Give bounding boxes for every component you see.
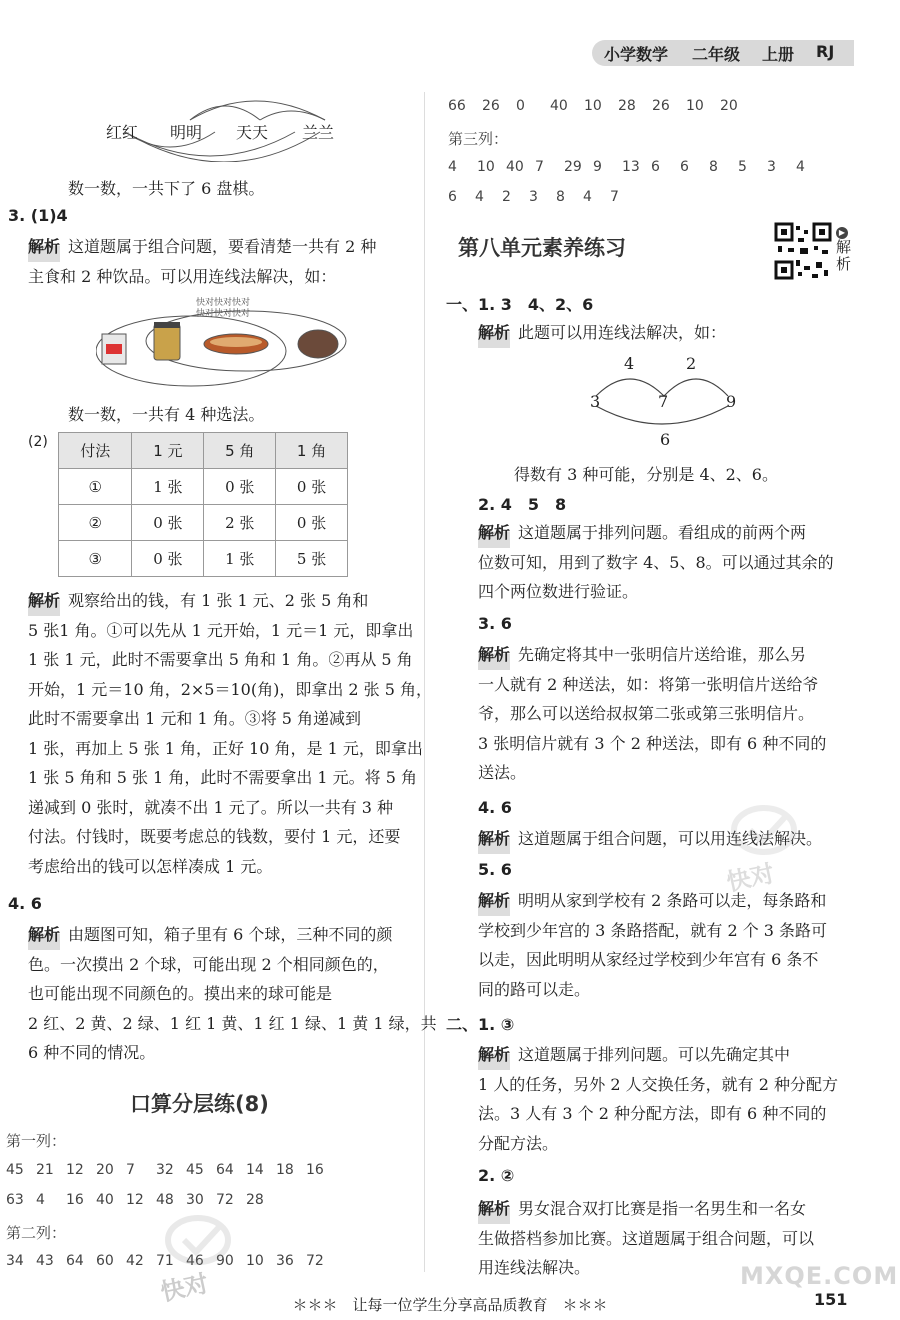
analysis-line: 用连线法解决。 [478, 1258, 591, 1277]
table-row [59, 541, 348, 577]
oral-practice-title [130, 1088, 269, 1118]
analysis-line: 送法。 [478, 763, 527, 782]
table-cell: 0 张 [204, 469, 276, 505]
fig2-label [196, 298, 250, 320]
analysis-tag: 解析 [28, 232, 60, 262]
table-row [59, 469, 348, 505]
analysis-line: 6 种不同的情况。 [28, 1043, 156, 1062]
name-lan: 兰兰 [302, 123, 335, 142]
number-cell: 10 [584, 98, 602, 114]
number-cell: 2 [502, 189, 511, 205]
number-cell: 28 [246, 1192, 264, 1208]
header-grade: 二年级 [692, 45, 741, 64]
analysis-line: 付法。付钱时，既要考虑总的钱数，要付 1 元，还要 [28, 827, 401, 846]
q4r-label: 4. 6 [478, 798, 512, 817]
q5-analysis [478, 886, 827, 1004]
number-cell: 8 [556, 189, 565, 205]
qr-label [836, 222, 852, 273]
header-volume: 上册 [762, 45, 795, 64]
number-row [448, 189, 637, 205]
number-row [448, 98, 754, 114]
analysis-line: 2 红、2 黄、2 绿、1 红 1 黄、1 红 1 绿、1 黄 1 绿，共 [28, 1013, 437, 1033]
number-cell: 20 [96, 1162, 114, 1178]
number-row [448, 159, 825, 175]
analysis-line: 5 张1 角。①可以先从 1 元开始，1 元＝1 元，即拿出 [28, 620, 414, 640]
analysis-line: 递减到 0 张时，就凑不出 1 元了。所以一共有 3 种 [28, 797, 394, 817]
qr-code[interactable] [774, 222, 832, 280]
fig3-caption: 得数有 3 种可能，分别是 4、2、6。 [514, 465, 778, 484]
watermark-text: 快对 [724, 859, 777, 897]
number-cell: 26 [652, 98, 670, 114]
analysis-line: 位数可知，用到了数字 4、5、8。可以通过其余的 [478, 552, 834, 572]
analysis-tag: 解析 [28, 920, 60, 950]
analysis-line: 爷，那么可以送给叔叔第二张或第三张明信片。 [478, 704, 815, 723]
number-cell: 8 [709, 159, 718, 175]
analysis-line: 学校到少年宫的 3 条路搭配，就有 2 个 3 条路可 [478, 920, 828, 940]
analysis-line: 由题图可知，箱子里有 6 个球，三种不同的颜 [68, 925, 393, 944]
q3r-label: 3. 6 [478, 614, 512, 633]
analysis-line: 明明从家到学校有 2 条路可以走，每条路和 [518, 891, 827, 910]
fig3-right: 9 [726, 392, 737, 411]
table-header-row [59, 433, 348, 469]
number-cell: 26 [482, 98, 500, 114]
q2-label: 2. 4 5 8 [478, 495, 567, 514]
watermark-text: 快对 [158, 1269, 211, 1307]
analysis-tag: 解析 [478, 518, 510, 548]
table-cell: 0 张 [132, 505, 204, 541]
number-cell: 45 [6, 1162, 24, 1178]
analysis-tag: 解析 [478, 824, 510, 854]
analysis-tag: 解析 [478, 318, 510, 348]
table-cell: ① [59, 469, 132, 505]
col3-label: 第三列： [448, 130, 509, 148]
payment-table [58, 432, 348, 577]
unit-title-text: 第八单元素养练习 [458, 236, 626, 260]
analysis-line: 1 人的任务，另外 2 人交换任务，就有 2 种分配方 [478, 1074, 838, 1094]
table-cell: 0 张 [276, 505, 348, 541]
header-subject: 小学数学 [604, 45, 669, 64]
number-cell: 9 [593, 159, 602, 175]
table-header: 1 元 [132, 433, 204, 469]
play-icon: ▶ [836, 227, 848, 239]
table-cell: 1 张 [132, 469, 204, 505]
number-cell: 66 [448, 98, 466, 114]
analysis-line: 3 张明信片就有 3 个 2 种送法，即有 6 种不同的 [478, 733, 827, 753]
analysis-line: 先确定将其中一张明信片送给谁，那么另 [518, 645, 807, 664]
q5-label: 5. 6 [478, 860, 512, 879]
analysis-line: 这道题属于组合问题，要看清楚一共有 2 种 [68, 237, 377, 256]
number-cell: 40 [96, 1192, 114, 1208]
number-cell: 43 [36, 1253, 54, 1269]
analysis-tag: 解析 [478, 640, 510, 670]
table-cell: ③ [59, 541, 132, 577]
number-cell: 6 [680, 159, 689, 175]
oral-practice-title-text: 口算分层练(8) [130, 1092, 269, 1116]
table-row [59, 505, 348, 541]
number-cell: 14 [246, 1162, 264, 1178]
analysis-line: 这道题属于排列问题。可以先确定其中 [518, 1045, 791, 1064]
analysis-tag: 解析 [478, 1040, 510, 1070]
number-cell: 13 [622, 159, 640, 175]
table-cell: 5 张 [276, 541, 348, 577]
number-cell: 7 [610, 189, 619, 205]
number-cell: 3 [767, 159, 776, 175]
number-cell: 72 [216, 1192, 234, 1208]
number-cell: 45 [186, 1162, 204, 1178]
number-cell: 64 [216, 1162, 234, 1178]
number-cell: 7 [126, 1162, 135, 1178]
number-cell: 30 [186, 1192, 204, 1208]
analysis-line: 此题可以用连线法解决，如： [518, 323, 727, 342]
number-cell: 4 [36, 1192, 45, 1208]
table-header: 1 角 [276, 433, 348, 469]
number-cell: 12 [126, 1192, 144, 1208]
number-cell: 46 [186, 1253, 204, 1269]
number-cell: 64 [66, 1253, 84, 1269]
number-cell: 20 [720, 98, 738, 114]
fig3-middle: 7 [658, 392, 669, 411]
unit-title [458, 232, 626, 262]
number-cell: 10 [477, 159, 495, 175]
q3-2-analysis [28, 586, 432, 881]
analysis-line: 1 张 1 元，此时不需要拿出 5 角和 1 角。②再从 5 角 [28, 650, 413, 669]
s1-q1-label: 一、1. 3 4、2、6 [446, 295, 594, 314]
q3-2-label: (2) [28, 434, 48, 450]
number-cell: 7 [535, 159, 544, 175]
s1-q1-analysis [478, 318, 726, 348]
number-cell: 21 [36, 1162, 54, 1178]
q4-analysis [28, 920, 437, 1068]
number-cell: 5 [738, 159, 747, 175]
name-tian: 天天 [236, 123, 269, 142]
number-cell: 71 [156, 1253, 174, 1269]
number-cell: 4 [583, 189, 592, 205]
analysis-line: 1 张 5 角和 5 张 1 角，此时不需要拿出 1 元。将 5 角 [28, 768, 418, 787]
number-cell: 40 [506, 159, 524, 175]
analysis-line: 开始，1 元＝10 角，2×5＝10(角)，即拿出 2 张 5 角， [28, 679, 433, 699]
number-row [6, 1162, 336, 1178]
number-cell: 16 [306, 1162, 324, 1178]
number-cell: 28 [618, 98, 636, 114]
col2-label: 第二列： [6, 1224, 67, 1242]
analysis-line: 1 张，再加上 5 张 1 角，正好 10 角，是 1 元，即拿出 [28, 738, 423, 758]
table-cell: 0 张 [132, 541, 204, 577]
number-cell: 10 [246, 1253, 264, 1269]
number-cell: 32 [156, 1162, 174, 1178]
s2-q1-label: 二、1. ③ [446, 1015, 515, 1034]
col1-label: 第一列： [6, 1132, 67, 1150]
q3r-analysis [478, 640, 826, 788]
number-cell: 36 [276, 1253, 294, 1269]
q3-analysis [28, 232, 376, 291]
q3-label: 3. (1)4 [8, 206, 68, 225]
number-cell: 6 [651, 159, 660, 175]
table-cell: 1 张 [204, 541, 276, 577]
analysis-line: 此时不需要拿出 1 元和 1 角。③将 5 角递减到 [28, 709, 362, 728]
analysis-line: 主食和 2 种饮品。可以用连线法解决，如： [28, 266, 337, 286]
analysis-line: 四个两位数进行验证。 [478, 582, 639, 601]
number-cell: 29 [564, 159, 582, 175]
number-cell: 10 [686, 98, 704, 114]
number-cell: 42 [126, 1253, 144, 1269]
number-cell: 48 [156, 1192, 174, 1208]
fig3-top-left: 4 [624, 354, 635, 373]
analysis-tag: 解析 [478, 1194, 510, 1224]
header-bar [592, 40, 854, 66]
number-cell: 60 [96, 1253, 114, 1269]
analysis-line: 观察给出的钱，有 1 张 1 元、2 张 5 角和 [68, 591, 369, 610]
number-cell: 0 [516, 98, 525, 114]
analysis-line: 考虑给出的钱可以怎样凑成 1 元。 [28, 856, 273, 876]
number-cell: 34 [6, 1253, 24, 1269]
analysis-line: 同的路可以走。 [478, 979, 591, 999]
analysis-line: 一人就有 2 种送法，如：将第一张明信片送给爷 [478, 674, 819, 694]
table-header: 5 角 [204, 433, 276, 469]
s2-q1-analysis [478, 1040, 838, 1158]
fig2-label-line: 快对快对快对 [196, 309, 251, 319]
analysis-line: 色。一次摸出 2 个球，可能出现 2 个相同颜色的， [28, 954, 389, 974]
analysis-tag: 解析 [28, 586, 60, 616]
number-cell: 16 [66, 1192, 84, 1208]
corner-watermark: MXQE.COM [740, 1262, 899, 1290]
analysis-line: 法。3 人有 3 个 2 种分配方法，即有 6 种不同的 [478, 1104, 827, 1123]
analysis-tag: 解析 [478, 886, 510, 916]
q4-label: 4. 6 [8, 894, 42, 913]
number-cell: 12 [66, 1162, 84, 1178]
s2-q2-label: 2. ② [478, 1166, 515, 1185]
analysis-line: 分配方法。 [478, 1133, 559, 1153]
number-cell: 63 [6, 1192, 24, 1208]
page-number: 151 [814, 1290, 848, 1309]
qr-label-text: 解析 [836, 238, 852, 273]
number-cell: 4 [475, 189, 484, 205]
fig3-top-right: 2 [686, 354, 697, 373]
table-cell: 0 张 [276, 469, 348, 505]
analysis-line: 也可能出现不同颜色的。摸出来的球可能是 [28, 984, 333, 1003]
number-cell: 3 [529, 189, 538, 205]
number-cell: 40 [550, 98, 568, 114]
analysis-line: 这道题属于排列问题。看组成的前两个两 [518, 523, 807, 542]
header-edition: RJ [816, 42, 835, 61]
table-cell: ② [59, 505, 132, 541]
fig3-bottom: 6 [660, 430, 671, 449]
footer-slogan: ＊＊＊ 让每一位学生分享高品质教育 ＊＊＊ [292, 1296, 608, 1314]
number-cell: 6 [448, 189, 457, 205]
analysis-line: 这道题属于组合问题，可以用连线法解决。 [518, 829, 823, 848]
analysis-line: 生做搭档参加比赛。这道题属于组合问题，可以 [478, 1228, 815, 1248]
fig1-caption: 数一数，一共下了 6 盘棋。 [68, 179, 265, 198]
q2-analysis [478, 518, 834, 607]
number-row [6, 1192, 276, 1208]
name-hong: 红红 [106, 123, 139, 142]
analysis-line: 以走，因此明明从家经过学校到少年宫有 6 条不 [478, 950, 819, 969]
table-header: 付法 [59, 433, 132, 469]
name-ming: 明明 [170, 123, 203, 142]
table-cell: 2 张 [204, 505, 276, 541]
number-cell: 4 [448, 159, 457, 175]
analysis-line: 男女混合双打比赛是指一名男生和一名女 [518, 1199, 807, 1218]
number-cell: 72 [306, 1253, 324, 1269]
number-cell: 90 [216, 1253, 234, 1269]
fig2-caption: 数一数，一共有 4 种选法。 [68, 405, 265, 424]
fig2-label-line: 快对快对快对 [196, 298, 251, 308]
number-cell: 18 [276, 1162, 294, 1178]
number-cell: 4 [796, 159, 805, 175]
fig3-left: 3 [590, 392, 601, 411]
